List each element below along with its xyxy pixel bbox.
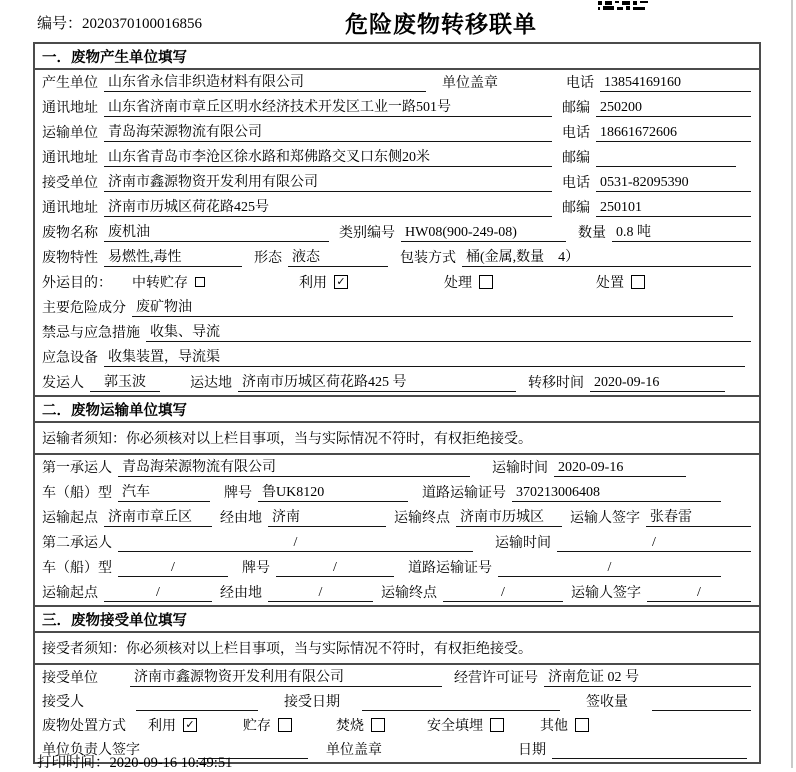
carrier-signature-label: 运输人签字: [570, 511, 640, 526]
producer-unit-label: 产生单位: [42, 76, 98, 91]
row-accept-person: [35, 690, 759, 714]
option-label: 安全填埋: [427, 719, 483, 734]
section1-title: 一．废物产生单位填写: [35, 44, 759, 70]
row-receiver-unit: [35, 170, 759, 195]
hazard-component-value: 废矿物油: [132, 296, 733, 317]
first-carrier-value: 青岛海荣源物流有限公司: [118, 456, 470, 477]
transfer-date-label: 转移时间: [528, 376, 584, 391]
unit-seal-label: 单位盖章: [442, 76, 498, 91]
checkbox-icon: [490, 718, 504, 732]
receiver-notice: 接受者须知：你必须核对以上栏目事项，当与实际情况不符时，有权拒绝接受。: [35, 633, 759, 665]
origin-value: 济南市章丘区: [104, 506, 212, 527]
page-edge-line: [791, 0, 793, 768]
row-route-2: [35, 580, 759, 605]
checkbox-icon: [278, 718, 292, 732]
via2-label: 经由地: [220, 586, 262, 601]
print-time-line: [37, 751, 232, 772]
form-state-label: 形态: [254, 251, 282, 266]
plate-number2-label: 牌号: [242, 561, 270, 576]
row-emergency-equipment: [35, 345, 759, 370]
row-vehicle-type-1: [35, 480, 759, 505]
producer-unit-value: 山东省永信非织造材料有限公司: [104, 71, 426, 92]
signed-quantity-value: [652, 710, 751, 711]
quantity-value: 0.8 吨: [612, 221, 751, 242]
disposal-option-other: [540, 715, 589, 735]
date-label: 日期: [518, 743, 546, 758]
transport-date-value: 2020-09-16: [554, 460, 686, 477]
emergency-equipment-value: 收集装置，导流渠: [104, 346, 745, 367]
row-transporter-unit: [35, 120, 759, 145]
page-title: 危险废物转移联单: [345, 11, 537, 37]
plate-number-value: 鲁UK8120: [258, 481, 408, 502]
checkbox-icon: [631, 275, 645, 289]
terminus-label: 运输终点: [394, 511, 450, 526]
option-label: 利用: [299, 276, 327, 291]
row-transporter-address: [35, 145, 759, 170]
checkbox-icon: [371, 718, 385, 732]
transporter-postcode-label: 邮编: [562, 151, 590, 166]
section3-title: 三．废物接受单位填写: [35, 605, 759, 633]
disposal-option-landfill: [427, 715, 504, 735]
waste-name-label: 废物名称: [42, 226, 98, 241]
option-label: 处置: [596, 276, 624, 291]
unit-seal2-label: 单位盖章: [326, 743, 382, 758]
print-time-value: 2020-09-16 10:49:51: [109, 755, 233, 771]
category-code-value: HW08(900-249-08): [401, 225, 566, 242]
responsible-signature-label: 单位负责人签字: [42, 743, 140, 758]
print-time-label: 打印时间：: [37, 755, 110, 771]
vehicle-type2-label: 车（船）型: [42, 561, 112, 576]
emergency-equipment-label: 应急设备: [42, 351, 98, 366]
receiver-postcode-value: 250101: [596, 200, 751, 217]
carrier-signature-value: 张春雷: [646, 506, 751, 527]
producer-postcode-label: 邮编: [562, 101, 590, 116]
waste-property-label: 废物特性: [42, 251, 98, 266]
vehicle-type2-value: /: [118, 560, 228, 577]
signed-quantity-label: 签收量: [586, 695, 628, 710]
option-label: 焚烧: [336, 719, 364, 734]
shipper-value: 郭玉波: [90, 371, 160, 392]
via-value: 济南: [268, 506, 386, 527]
category-code-label: 类别编号: [339, 226, 395, 241]
row-waste-name: [35, 220, 759, 245]
section2-title: 二．废物运输单位填写: [35, 395, 759, 423]
producer-address-label: 通讯地址: [42, 101, 98, 116]
via-label: 经由地: [220, 511, 262, 526]
carrier-signature2-value: /: [647, 585, 751, 602]
plate-number-label: 牌号: [224, 486, 252, 501]
transport-date-label: 运输时间: [492, 461, 548, 476]
purpose-option-treat: [444, 272, 493, 292]
first-carrier-label: 第一承运人: [42, 461, 112, 476]
disposal-option-storage: [243, 715, 292, 735]
row-emergency-measures: [35, 320, 759, 345]
row-first-carrier: [35, 455, 759, 480]
second-carrier-label: 第二承运人: [42, 536, 112, 551]
row-accept-unit: [35, 665, 759, 690]
option-label: 处理: [444, 276, 472, 291]
transporter-unit-label: 运输单位: [42, 126, 98, 141]
destination-label: 运达地: [190, 376, 232, 391]
emergency-measures-label: 禁忌与应急措施: [42, 326, 140, 341]
transporter-unit-value: 青岛海荣源物流有限公司: [104, 121, 552, 142]
serial-label: 编号：: [37, 16, 83, 32]
packaging-label: 包装方式: [400, 251, 456, 266]
road-permit-label: 道路运输证号: [422, 486, 506, 501]
terminus-value: 济南市历城区: [456, 506, 562, 527]
via2-value: /: [268, 585, 373, 602]
producer-postcode-value: 250200: [596, 100, 751, 117]
producer-phone-label: 电话: [566, 76, 594, 91]
row-disposal-method: [35, 714, 759, 738]
disposal-option-incinerate: [336, 715, 385, 735]
accept-person-label: 接受人: [42, 695, 84, 710]
row-producer-address: [35, 95, 759, 120]
option-label: 中转贮存: [132, 276, 188, 291]
row-vehicle-type-2: [35, 555, 759, 580]
option-label: 其他: [540, 719, 568, 734]
receiver-postcode-label: 邮编: [562, 201, 590, 216]
receiver-phone-label: 电话: [562, 176, 590, 191]
hazard-component-label: 主要危险成分: [42, 301, 126, 316]
row-waste-property: [35, 245, 759, 270]
license-number-label: 经营许可证号: [454, 671, 538, 686]
transport-date2-value: /: [557, 535, 751, 552]
accept-date-label: 接受日期: [284, 695, 340, 710]
row-hazard-component: [35, 295, 759, 320]
purpose-option-dispose: [596, 272, 645, 292]
destination-value: 济南市历城区荷花路425 号: [238, 371, 516, 392]
row-outbound-purpose: [35, 270, 759, 295]
producer-phone-value: 13854169160: [600, 75, 751, 92]
packaging-value: 桶(金属,数量 4）: [462, 246, 751, 267]
transporter-phone-value: 18661672606: [596, 125, 751, 142]
disposal-option-utilize: [148, 715, 197, 735]
option-label: 贮存: [243, 719, 271, 734]
checkbox-icon: [479, 275, 493, 289]
outbound-purpose-label: 外运目的：: [42, 276, 112, 291]
transfer-date-value: 2020-09-16: [590, 375, 725, 392]
purpose-option-utilize: [299, 272, 348, 292]
checkbox-icon: [195, 277, 205, 287]
form-state-value: 液态: [288, 246, 388, 267]
row-second-carrier: [35, 530, 759, 555]
waste-property-value: 易燃性,毒性: [104, 246, 242, 267]
row-producer-unit: [35, 70, 759, 95]
origin2-label: 运输起点: [42, 586, 98, 601]
plate-number2-value: /: [276, 560, 394, 577]
transporter-phone-label: 电话: [562, 126, 590, 141]
row-receiver-address: [35, 195, 759, 220]
quantity-label: 数量: [578, 226, 606, 241]
option-label: 利用: [148, 719, 176, 734]
vehicle-type-label: 车（船）型: [42, 486, 112, 501]
receiver-unit-label: 接受单位: [42, 176, 98, 191]
waste-name-value: 废机油: [104, 221, 329, 242]
transfer-form-table: [33, 42, 761, 764]
date-value: [552, 758, 747, 759]
license-number-value: 济南危证 02 号: [544, 666, 751, 687]
transporter-address-value: 山东省青岛市李沧区徐水路和郑佛路交叉口东侧20米: [104, 146, 552, 167]
receiver-phone-value: 0531-82095390: [596, 175, 751, 192]
producer-address-value: 山东省济南市章丘区明水经济技术开发区工业一路501号: [104, 96, 552, 117]
accept-person-value: [136, 710, 258, 711]
qr-code-fragment-icon: [598, 0, 652, 10]
origin-label: 运输起点: [42, 511, 98, 526]
vehicle-type-value: 汽车: [118, 481, 210, 502]
road-permit2-label: 道路运输证号: [408, 561, 492, 576]
emergency-measures-value: 收集、导流: [146, 321, 751, 342]
carrier-signature2-label: 运输人签字: [571, 586, 641, 601]
serial-value: 2020370100016856: [82, 16, 203, 32]
origin2-value: /: [104, 585, 212, 602]
transporter-address-label: 通讯地址: [42, 151, 98, 166]
receiver-unit-value: 济南市鑫源物资开发利用有限公司: [104, 171, 552, 192]
terminus2-label: 运输终点: [381, 586, 437, 601]
transporter-notice: 运输者须知：你必须核对以上栏目事项，当与实际情况不符时，有权拒绝接受。: [35, 423, 759, 455]
row-shipper: [35, 370, 759, 395]
transporter-postcode-value: [596, 166, 736, 167]
accept-date-value: [362, 710, 560, 711]
terminus2-value: /: [443, 585, 563, 602]
second-carrier-value: /: [118, 535, 473, 552]
checkbox-icon: ✓: [183, 718, 197, 732]
transport-date2-label: 运输时间: [495, 536, 551, 551]
checkbox-icon: ✓: [334, 275, 348, 289]
row-route-1: [35, 505, 759, 530]
receiver-address-value: 济南市历城区荷花路425号: [104, 196, 552, 217]
accept-unit-value: 济南市鑫源物资开发利用有限公司: [130, 666, 442, 687]
receiver-address-label: 通讯地址: [42, 201, 98, 216]
accept-unit-label: 接受单位: [42, 671, 98, 686]
road-permit2-value: /: [498, 560, 721, 577]
checkbox-icon: [575, 718, 589, 732]
road-permit-value: 370213006408: [512, 485, 721, 502]
shipper-label: 发运人: [42, 376, 84, 391]
purpose-option-transfer-storage: [132, 272, 205, 292]
disposal-method-label: 废物处置方式: [42, 719, 126, 734]
